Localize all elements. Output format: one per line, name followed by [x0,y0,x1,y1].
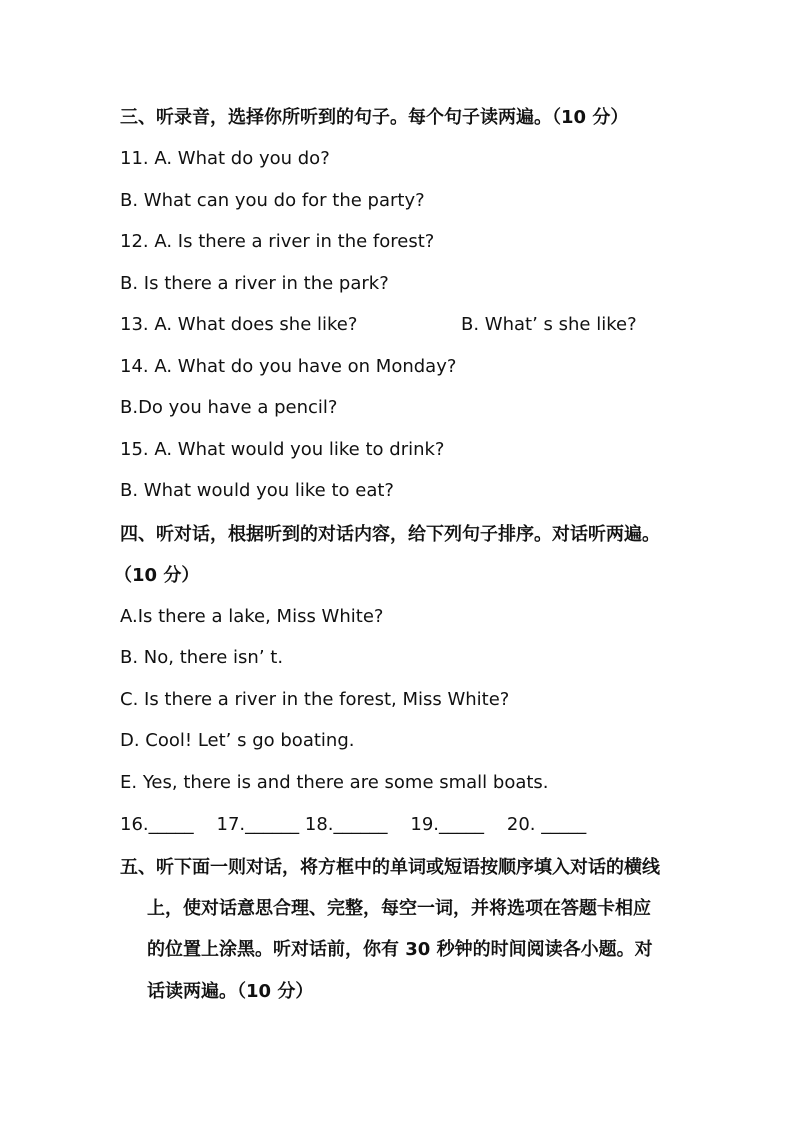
dialogue-sentence-b: B. No, there isn’ t. [120,647,284,668]
question-12-option-a: 12. A. Is there a river in the forest? [120,231,435,252]
answer-blanks-16-20: 16._____ 17.______ 18.______ 19._____ 20. _____ [120,814,587,835]
section-5-heading-line-4: 话读两遍。（10 分） [147,981,314,1002]
section-5-heading-line-1: 五、听下面一则对话，将方框中的单词或短语按顺序填入对话的横线 [120,857,660,878]
section-4-heading-line-1: 四、听对话，根据听到的对话内容，给下列句子排序。对话听两遍。 [120,524,660,545]
question-15-option-a: 15. A. What would you like to drink? [120,439,445,460]
section-4-heading-line-2: （10 分） [114,565,200,586]
question-14-option-b: B.Do you have a pencil? [120,397,338,418]
question-13-option-b: B. What’ s she like? [461,314,637,335]
question-13-option-a: 13. A. What does she like? [120,314,358,335]
question-11-option-b: B. What can you do for the party? [120,190,425,211]
dialogue-sentence-d: D. Cool! Let’ s go boating. [120,730,355,751]
question-14-option-a: 14. A. What do you have on Monday? [120,356,457,377]
section-5-heading-line-2: 上，使对话意思合理、完整，每空一词，并将选项在答题卡相应 [147,898,651,919]
dialogue-sentence-c: C. Is there a river in the forest, Miss White? [120,689,510,710]
dialogue-sentence-a: A.Is there a lake, Miss White? [120,606,384,627]
dialogue-sentence-e: E. Yes, there is and there are some small boats. [120,772,549,793]
section-3-heading: 三、听录音，选择你所听到的句子。每个句子读两遍。（10 分） [120,107,629,128]
section-5-heading-line-3: 的位置上涂黑。听对话前，你有 30 秒钟的时间阅读各小题。对 [147,939,653,960]
question-12-option-b: B. Is there a river in the park? [120,273,389,294]
question-15-option-b: B. What would you like to eat? [120,480,394,501]
question-11-option-a: 11. A. What do you do? [120,148,330,169]
